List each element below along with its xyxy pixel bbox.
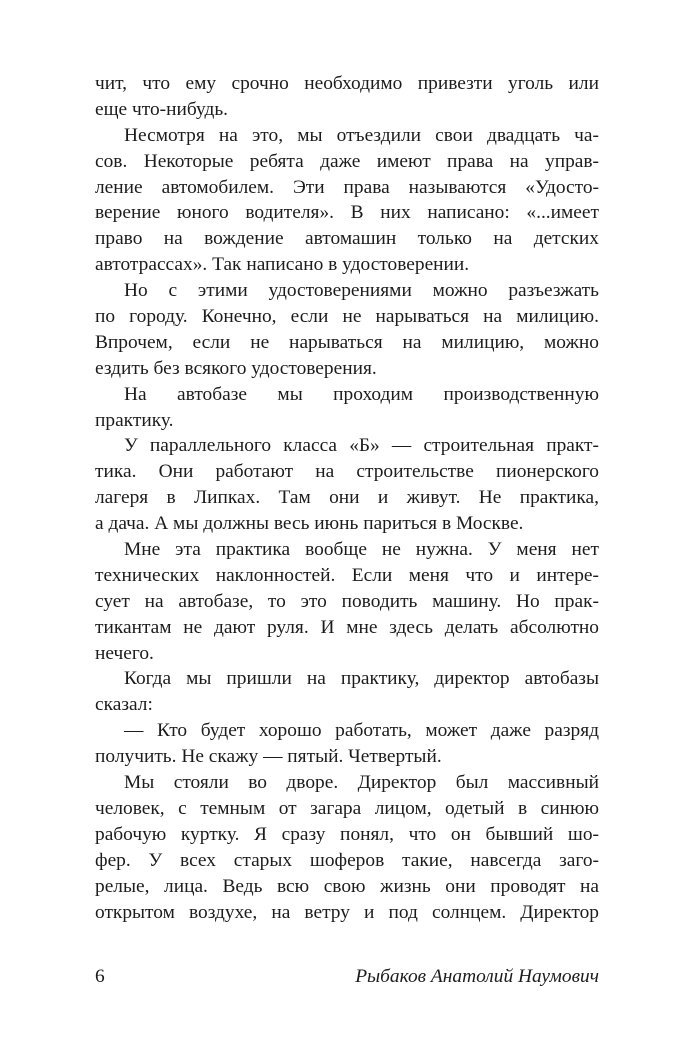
text-line: право на вождение автомашин только на детских	[95, 228, 599, 250]
page-number: 6	[95, 966, 105, 987]
text-line: тикантам не дают руля. И мне здесь делать абсолютно	[95, 616, 599, 638]
text-line: Когда мы пришли на практику, директор автобазы	[124, 668, 599, 690]
body-text	[95, 71, 599, 925]
text-line: лагеря в Липках. Там они и живут. Не практика,	[95, 487, 599, 509]
text-line: автотрассах». Так написано в удостоверении.	[95, 254, 470, 276]
text-line: тика. Они работают на строительстве пионерского	[95, 461, 599, 483]
text-line: нечего.	[95, 642, 154, 664]
text-line: — Кто будет хорошо работать, может даже разряд	[124, 720, 599, 742]
text-line: человек, с темным от загара лицом, одетый в синюю	[95, 797, 599, 819]
text-line: На автобазе мы проходим производственную	[124, 383, 599, 405]
text-line: Мы стояли во дворе. Директор был массивный	[124, 772, 599, 794]
text-line: У параллельного класса «Б» — строительная практ-	[124, 435, 599, 457]
text-line: фер. У всех старых шоферов такие, навсегда заго-	[95, 849, 599, 871]
text-line: сказал:	[95, 694, 153, 716]
text-line: верение юного водителя». В них написано: «...имеет	[95, 202, 599, 224]
text-line: рабочую куртку. Я сразу понял, что он бывший шо-	[95, 823, 599, 845]
text-line: Несмотря на это, мы отъездили свои двадцать ча-	[124, 124, 599, 146]
text-line: ездить без всякого удостоверения.	[95, 357, 377, 379]
running-footer-author: Рыбаков Анатолий Наумович	[355, 966, 599, 987]
text-line: открытом воздухе, на ветру и под солнцем. Директор	[95, 901, 599, 923]
text-line: еще что-нибудь.	[95, 98, 229, 120]
text-line: сует на автобазе, то это поводить машину. Но прак-	[95, 590, 599, 612]
text-line: релые, лица. Ведь всю свою жизнь они проводят на	[95, 875, 599, 897]
text-line: сов. Некоторые ребята даже имеют права на управ-	[95, 150, 599, 172]
text-line: Но с этими удостоверениями можно разъезжать	[124, 280, 599, 302]
text-line: по городу. Конечно, если не нарываться на милицию.	[95, 306, 599, 328]
text-line: практику.	[95, 409, 174, 431]
text-line: Впрочем, если не нарываться на милицию, можно	[95, 331, 599, 353]
text-line: получить. Не скажу — пятый. Четвертый.	[95, 746, 442, 768]
text-line: технических наклонностей. Если меня что и интере-	[95, 564, 599, 586]
text-line: а дача. А мы должны весь июнь париться в Москве.	[95, 513, 524, 535]
text-line: чит, что ему срочно необходимо привезти уголь или	[95, 73, 599, 94]
page-footer	[95, 964, 599, 990]
text-line: ление автомобилем. Эти права называются «Удосто-	[95, 176, 599, 198]
text-line: Мне эта практика вообще не нужна. У меня нет	[124, 539, 599, 561]
